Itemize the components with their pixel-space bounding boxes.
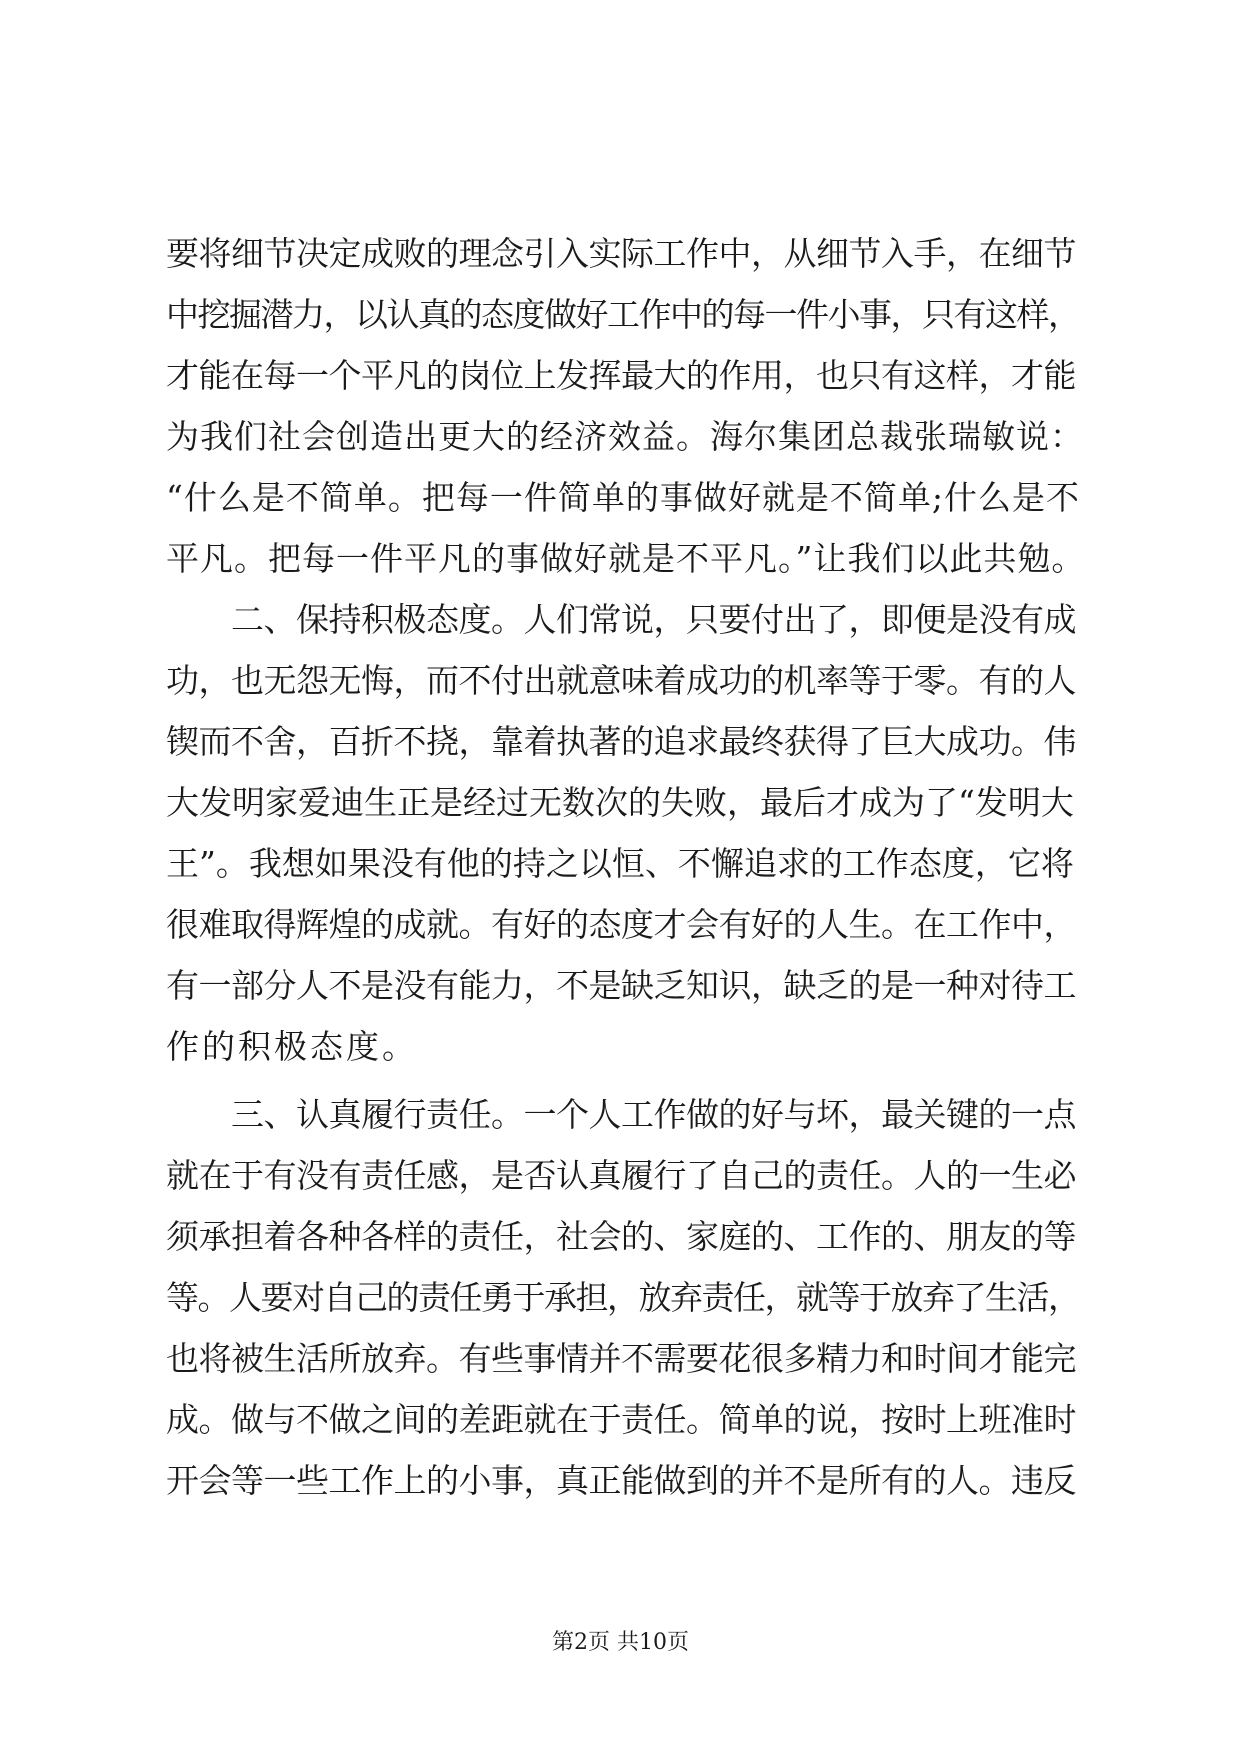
text-line: 有一部分人不是没有能力，不是缺乏知识，缺乏的是一种对待工 bbox=[166, 966, 1076, 1005]
paragraph-start-line: 三、认真履行责任。一个人工作做的好与坏，最关键的一点 bbox=[166, 1095, 1076, 1134]
text-line: 成。做与不做之间的差距就在于责任。简单的说，按时上班准时 bbox=[166, 1400, 1076, 1439]
text-line: 也将被生活所放弃。有些事情并不需要花很多精力和时间才能完 bbox=[166, 1339, 1076, 1378]
text-line: “什么是不简单。把每一件简单的事做好就是不简单;什么是不 bbox=[166, 478, 1080, 517]
text-line: 要将细节决定成败的理念引入实际工作中，从细节入手，在细节 bbox=[166, 234, 1076, 273]
text-line: 就在于有没有责任感，是否认真履行了自己的责任。人的一生必 bbox=[166, 1156, 1076, 1195]
text-line: 开会等一些工作上的小事，真正能做到的并不是所有的人。违反 bbox=[166, 1461, 1076, 1500]
text-line: 王”。我想如果没有他的持之以恒、不懈追求的工作态度，它将 bbox=[166, 844, 1074, 883]
text-line: 作的积极态度。 bbox=[166, 1027, 418, 1066]
text-line: 才能在每一个平凡的岗位上发挥最大的作用，也只有这样，才能 bbox=[166, 356, 1076, 395]
text-line: 须承担着各种各样的责任，社会的、家庭的、工作的、朋友的等 bbox=[166, 1217, 1076, 1256]
text-line: 大发明家爱迪生正是经过无数次的失败，最后才成为了“发明大 bbox=[166, 783, 1074, 822]
text-line: 等。人要对自己的责任勇于承担，放弃责任，就等于放弃了生活， bbox=[166, 1278, 1080, 1317]
text-line: 中挖掘潜力，以认真的态度做好工作中的每一件小事，只有这样， bbox=[166, 295, 1080, 334]
page-footer: 第2页 共10页 bbox=[552, 1630, 689, 1655]
text-line: 为我们社会创造出更大的经济效益。海尔集团总裁张瑞敏说： bbox=[166, 417, 1084, 456]
text-line: 功，也无怨无悔，而不付出就意味着成功的机率等于零。有的人 bbox=[166, 661, 1076, 700]
text-line: 锲而不舍，百折不挠，靠着执著的追求最终获得了巨大成功。伟 bbox=[166, 722, 1076, 761]
paragraph-start-line: 二、保持积极态度。人们常说，只要付出了，即便是没有成 bbox=[166, 600, 1076, 639]
body-text bbox=[166, 223, 1086, 1511]
text-line: 平凡。把每一件平凡的事做好就是不平凡。”让我们以此共勉。 bbox=[166, 539, 1086, 578]
text-line: 很难取得辉煌的成就。有好的态度才会有好的人生。在工作中， bbox=[166, 905, 1076, 944]
